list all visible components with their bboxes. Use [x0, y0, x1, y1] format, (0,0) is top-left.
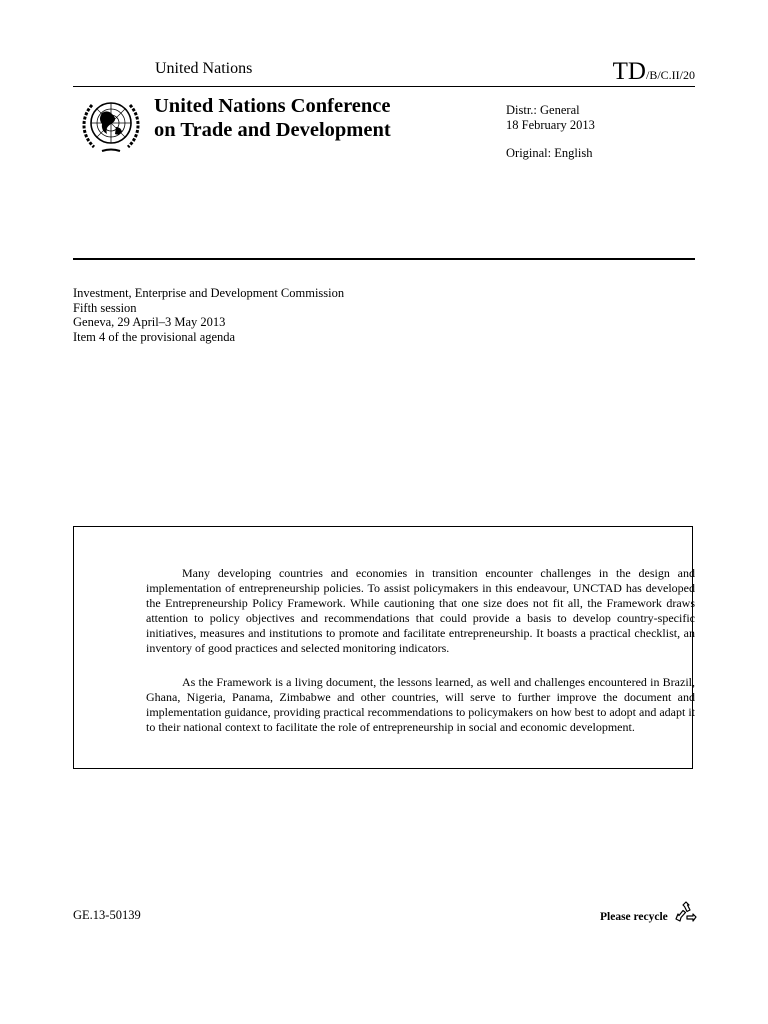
- organization-name: United Nations: [155, 60, 253, 77]
- session-number: Fifth session: [73, 300, 137, 315]
- document-symbol: [613, 58, 695, 86]
- commission-name: Investment, Enterprise and Development Commission: [73, 286, 345, 300]
- recycle-label: Please recycle: [600, 911, 668, 923]
- document-symbol-suffix: /B/C.II/20: [645, 68, 695, 82]
- session-block: [73, 286, 344, 344]
- session-place-date: Geneva, 29 April–3 May 2013: [73, 315, 226, 329]
- conference-title-line1: United Nations Conference: [154, 95, 391, 117]
- header-rule: [73, 86, 695, 87]
- job-number: GE.13-50139: [73, 908, 141, 922]
- header-bottom-rule: [73, 258, 695, 260]
- conference-title-line2: on Trade and Development: [154, 119, 391, 141]
- conference-title: [154, 94, 391, 142]
- distribution-block: [506, 103, 595, 161]
- summary-box: [73, 526, 693, 769]
- original-language: Original: English: [506, 146, 593, 160]
- distribution-type: Distr.: General: [506, 103, 580, 117]
- un-emblem-icon: [78, 95, 144, 155]
- agenda-item: Item 4 of the provisional agenda: [73, 329, 236, 344]
- distribution-date: 18 February 2013: [506, 117, 595, 132]
- document-symbol-main: TD: [612, 58, 646, 85]
- recycle-icon: [674, 901, 698, 925]
- summary-paragraph-1: Many developing countries and economies in transition encounter challenges in the design and implementation of entrepreneurship policies. To assist policymakers in this endeavour, UNCTAD has developed the Entrepreneurship Policy Framework. While cautioning that one size does not fit all, the Framework draws attention to policy objectives and recommendations that could provide a basis to develop country-specific initiatives, measures and institutions to promote and facilitate entrepreneurship. It boasts a practical checklist, an inventory of good practices and selected monitoring indicators.: [146, 566, 695, 655]
- summary-paragraph-2: As the Framework is a living document, the lessons learned, as well and challenges encountered in Brazil, Ghana, Nigeria, Panama, Zimbabwe and other countries, will serve to further improve the document and implementation guidance, providing practical recommendations to policymakers on how best to adopt and adapt it to their national context to facilitate the role of entrepreneurship in social and economic development.: [146, 675, 695, 734]
